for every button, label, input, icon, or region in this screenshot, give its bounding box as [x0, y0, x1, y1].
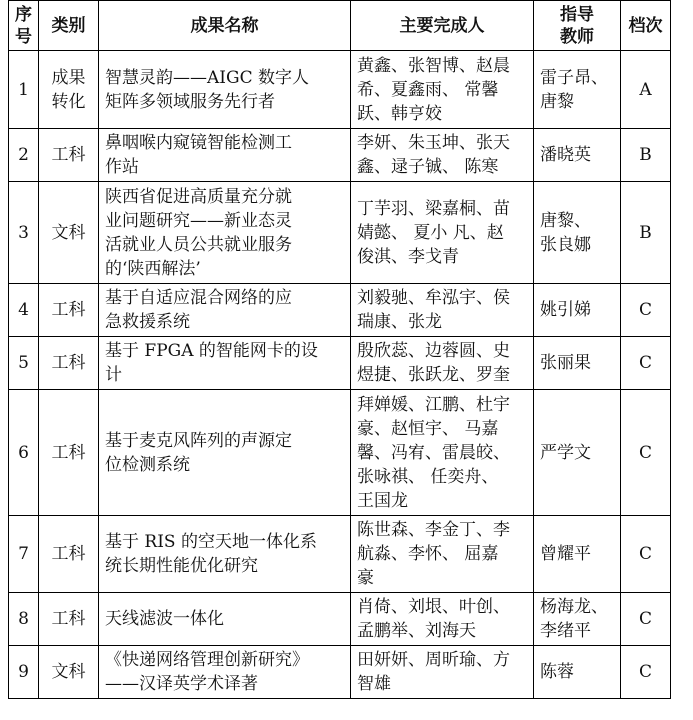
cell-title: 基于 FPGA 的智能网卡的设 计 [99, 337, 351, 390]
cell-advisor: 唐黎、 张良娜 [534, 182, 621, 284]
cell-advisor: 严学文 [534, 390, 621, 516]
cell-members: 黄鑫、张智博、赵晨 希、夏鑫雨、 常馨 跃、韩亨姣 [351, 51, 534, 129]
cell-grade: C [621, 516, 671, 593]
table-row [9, 284, 671, 337]
cell-seq: 6 [9, 390, 39, 516]
cell-members: 拜婵媛、江鹏、杜宇 豪、赵恒宇、 马嘉 馨、冯宥、雷晨皎、 张咏祺、 任奕舟、 王国龙 [351, 390, 534, 516]
cell-advisor: 姚引娣 [534, 284, 621, 337]
cell-title: 《快递网络管理创新研究》 ——汉译英学术译著 [99, 646, 351, 699]
cell-advisor: 陈蓉 [534, 646, 621, 699]
table-row [9, 516, 671, 593]
cell-advisor: 曾耀平 [534, 516, 621, 593]
table-row [9, 51, 671, 129]
cell-members: 刘毅驰、牟泓宇、侯 瑞康、张龙 [351, 284, 534, 337]
cell-title: 天线滤波一体化 [99, 593, 351, 646]
cell-title: 智慧灵韵——AIGC 数字人 矩阵多领域服务先行者 [99, 51, 351, 129]
cell-grade: C [621, 337, 671, 390]
cell-category: 工科 [39, 284, 99, 337]
header-category: 类别 [39, 1, 99, 51]
header-advisor: 指导 教师 [534, 1, 621, 51]
cell-category: 工科 [39, 337, 99, 390]
cell-category: 文科 [39, 182, 99, 284]
header-grade: 档次 [621, 1, 671, 51]
cell-title: 基于自适应混合网络的应 急救援系统 [99, 284, 351, 337]
cell-grade: C [621, 646, 671, 699]
header-row [9, 1, 671, 51]
cell-grade: C [621, 284, 671, 337]
cell-members: 李妍、朱玉坤、张天 鑫、逯子铖、 陈寒 [351, 129, 534, 182]
header-title: 成果名称 [99, 1, 351, 51]
cell-seq: 8 [9, 593, 39, 646]
cell-grade: B [621, 182, 671, 284]
cell-category: 文科 [39, 646, 99, 699]
table-row [9, 646, 671, 699]
cell-category: 工科 [39, 129, 99, 182]
cell-advisor: 雷子昂、 唐黎 [534, 51, 621, 129]
cell-category: 工科 [39, 516, 99, 593]
table-row [9, 337, 671, 390]
cell-seq: 7 [9, 516, 39, 593]
cell-advisor: 潘晓英 [534, 129, 621, 182]
table-row [9, 390, 671, 516]
header-members: 主要完成人 [351, 1, 534, 51]
cell-title: 基于 RIS 的空天地一体化系 统长期性能优化研究 [99, 516, 351, 593]
cell-seq: 1 [9, 51, 39, 129]
cell-title: 基于麦克风阵列的声源定 位检测系统 [99, 390, 351, 516]
cell-members: 丁芋羽、梁嘉桐、苗 婧懿、 夏小 凡、赵 俊淇、李戈青 [351, 182, 534, 284]
cell-title: 陕西省促进高质量充分就 业问题研究——新业态灵 活就业人员公共就业服务 的‘陕西解法’ [99, 182, 351, 284]
table-row [9, 593, 671, 646]
cell-members: 陈世森、李金丁、李 航淼、李怀、 屈嘉 豪 [351, 516, 534, 593]
cell-members: 田妍妍、周昕瑜、方 智雄 [351, 646, 534, 699]
table-row [9, 182, 671, 284]
cell-title: 鼻咽喉内窥镜智能检测工 作站 [99, 129, 351, 182]
cell-grade: C [621, 390, 671, 516]
cell-members: 肖倚、刘垠、叶创、 孟鹏举、刘海天 [351, 593, 534, 646]
cell-seq: 9 [9, 646, 39, 699]
cell-seq: 2 [9, 129, 39, 182]
cell-seq: 3 [9, 182, 39, 284]
cell-category: 工科 [39, 593, 99, 646]
cell-advisor: 杨海龙、 李绪平 [534, 593, 621, 646]
header-seq: 序 号 [9, 1, 39, 51]
results-table [8, 0, 671, 699]
cell-seq: 4 [9, 284, 39, 337]
cell-advisor: 张丽果 [534, 337, 621, 390]
cell-seq: 5 [9, 337, 39, 390]
cell-category: 成果 转化 [39, 51, 99, 129]
results-table-container [8, 0, 671, 699]
cell-members: 殷欣蕊、边蓉圆、史 煜捷、张跃龙、罗奎 [351, 337, 534, 390]
cell-grade: A [621, 51, 671, 129]
table-row [9, 129, 671, 182]
cell-category: 工科 [39, 390, 99, 516]
cell-grade: C [621, 593, 671, 646]
cell-grade: B [621, 129, 671, 182]
